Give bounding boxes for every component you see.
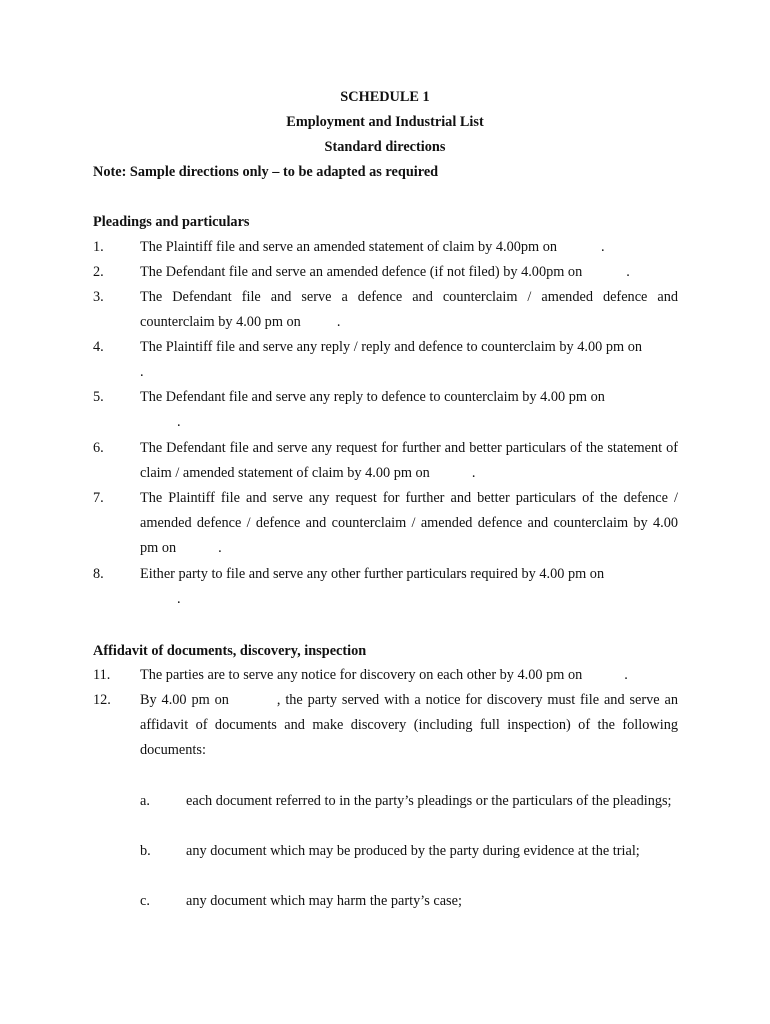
item-text: The Plaintiff file and serve any request for further and better particulars of the defence / amended defence / defence and counterclaim / amended defence and counterclaim by 4.00 pm on (140, 490, 678, 556)
sub-item-letter: c. (140, 893, 150, 909)
item-text: The Defendant file and serve an amended defence (if not filed) by 4.00pm on (140, 264, 583, 280)
item-end: . (218, 540, 222, 556)
schedule-title: SCHEDULE 1 (340, 89, 430, 105)
item-end: . (177, 414, 181, 430)
item-text: The Plaintiff file and serve any reply / reply and defence to counterclaim by 4.00 pm on (140, 339, 642, 355)
item-number: 11. (93, 667, 111, 683)
direction-item (93, 436, 678, 486)
item-number: 6. (93, 440, 104, 456)
item-text: The Defendant file and serve a defence and counterclaim / amended defence and counterclaim by 4.00 pm on (140, 289, 678, 330)
direction-item (93, 562, 678, 612)
sample-note: Note: Sample directions only – to be adapted as required (93, 164, 439, 180)
item-end: . (471, 465, 476, 481)
sub-item (140, 839, 678, 864)
list-name: Employment and Industrial List (286, 114, 484, 130)
item-number: 7. (93, 490, 104, 506)
item-text: By 4.00 pm on (140, 692, 229, 708)
item-number: 5. (93, 389, 104, 405)
item-text: The parties are to serve any notice for discovery on each other by 4.00 pm on (140, 667, 583, 683)
item-end: . (336, 314, 341, 330)
sub-item (140, 789, 678, 814)
item-end: . (177, 591, 181, 607)
sub-item-letter: a. (140, 793, 150, 809)
item-end: . (624, 667, 628, 683)
sub-item-letter: b. (140, 843, 151, 859)
sub-item-text: any document which may be produced by the party during evidence at the trial; (186, 843, 640, 859)
direction-item (93, 688, 678, 763)
item-number: 4. (93, 339, 104, 355)
direction-item (93, 385, 678, 435)
sub-item-text: each document referred to in the party’s pleadings or the particulars of the pleadings; (186, 793, 672, 809)
section-heading-pleadings: Pleadings and particulars (93, 214, 250, 230)
item-text: The Defendant file and serve any request for further and better particulars of the statement of claim / amended statement of claim by 4.00 pm on (140, 440, 678, 481)
item-text: , the party served with a notice for discovery must file and serve an affidavit of documents and make discovery (including full inspection) of the following documents: (140, 692, 678, 758)
sub-item-text: any document which may harm the party’s case; (186, 893, 462, 909)
item-text: Either party to file and serve any other further particulars required by 4.00 pm on (140, 566, 605, 582)
item-number: 2. (93, 264, 104, 280)
document-subtitle: Standard directions (324, 139, 446, 155)
item-end: . (626, 264, 630, 280)
item-number: 1. (93, 239, 104, 255)
item-text: The Plaintiff file and serve an amended statement of claim by 4.00pm on (140, 239, 558, 255)
direction-item (93, 335, 678, 385)
direction-item (93, 486, 678, 561)
direction-item (93, 235, 678, 260)
direction-item (93, 663, 678, 688)
item-number: 3. (93, 289, 104, 305)
sub-item (140, 889, 678, 914)
item-number: 8. (93, 566, 104, 582)
direction-item (93, 260, 678, 285)
item-end: . (140, 364, 144, 380)
item-text: The Defendant file and serve any reply to defence to counterclaim by 4.00 pm on (140, 389, 605, 405)
section-heading-affidavit: Affidavit of documents, discovery, inspection (93, 643, 367, 659)
item-number: 12. (93, 692, 111, 708)
direction-item (93, 285, 678, 335)
item-end: . (601, 239, 605, 255)
